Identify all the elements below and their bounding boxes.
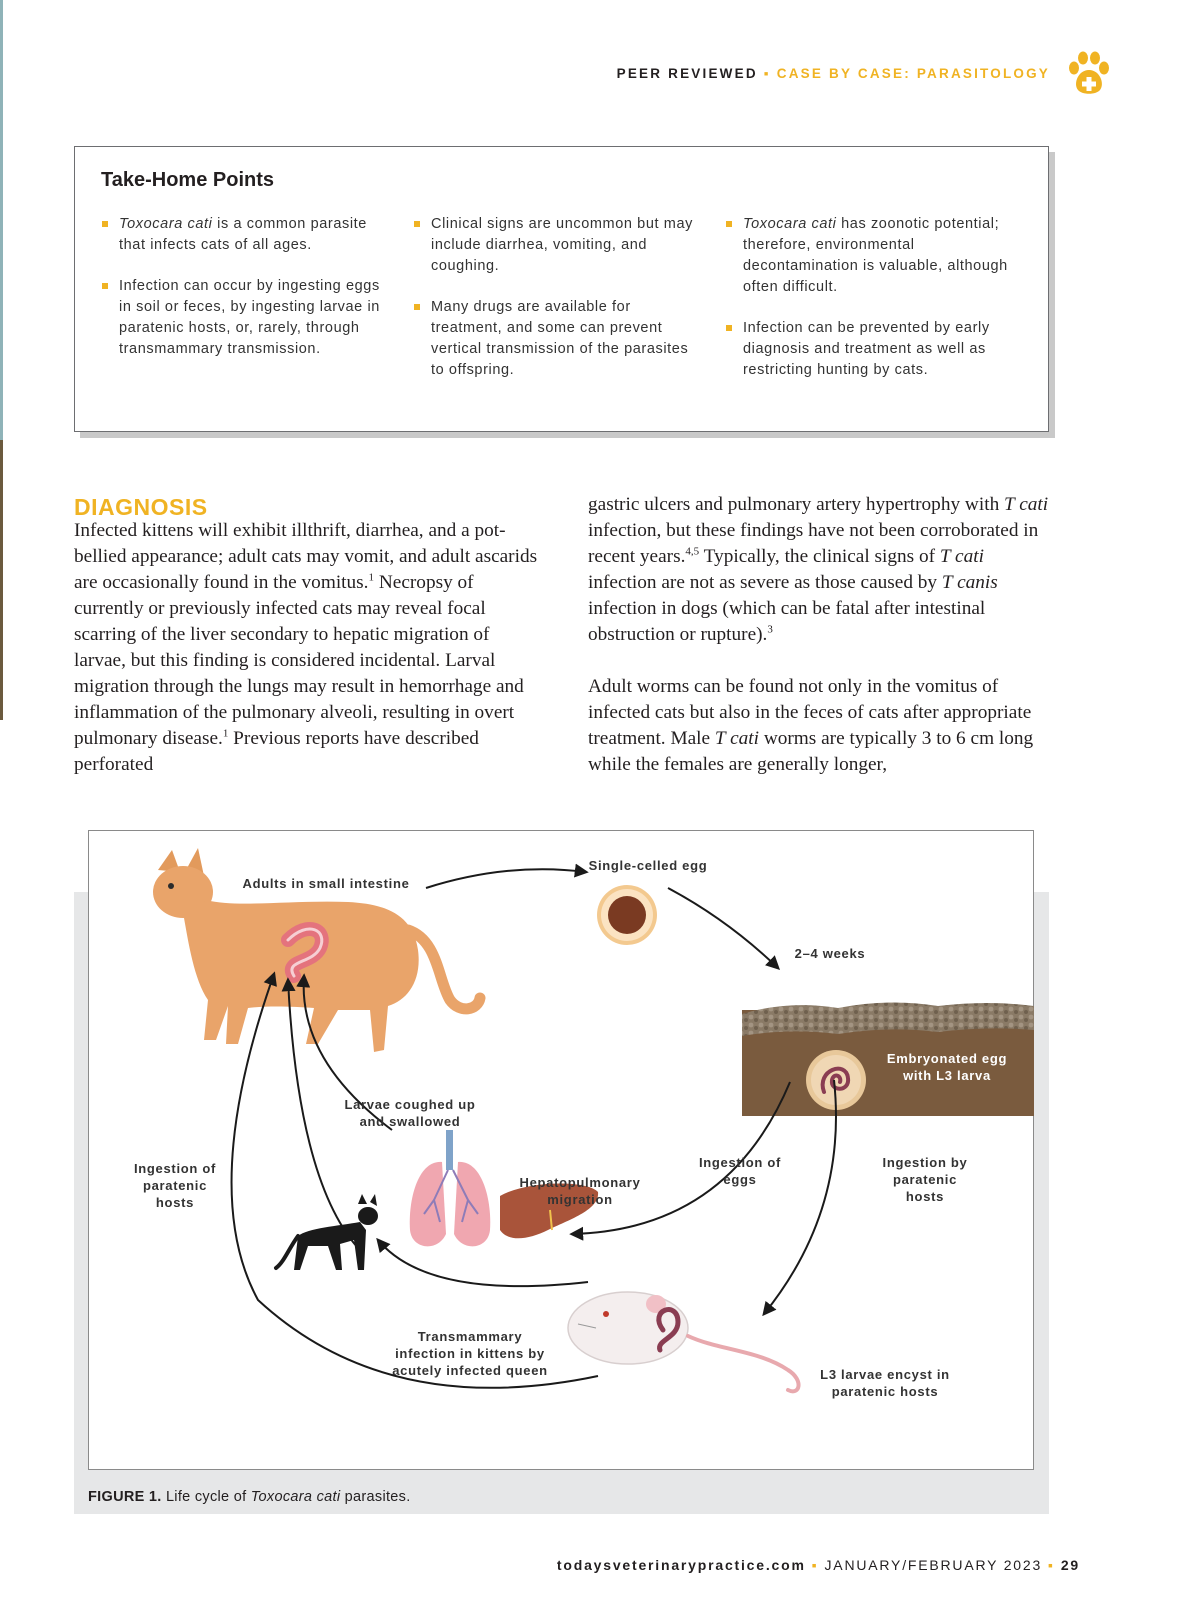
label-transmammary-infection: Transmammary infection in kittens by acutely infected queen (392, 1329, 548, 1378)
label-hepatopulmonary-migration: Hepatopulmonary migration (519, 1175, 641, 1207)
mouse-illustration (568, 1292, 799, 1391)
take-home-point: Infection can occur by ingesting eggs in soil or feces, by ingesting larvae in paratenic hosts, or, rarely, through transmammary transmission. (101, 276, 391, 360)
take-home-column-2 (413, 214, 703, 401)
footer-separator: ▪ (811, 1557, 819, 1573)
page-number: 29 (1060, 1557, 1080, 1573)
label-larvae-coughed: Larvae coughed up and swallowed (344, 1097, 476, 1129)
single-celled-egg-illustration (597, 885, 657, 945)
label-ingestion-paratenic-hosts: Ingestion of paratenic hosts (133, 1161, 217, 1210)
label-l3-larvae-encyst: L3 larvae encyst in paratenic hosts (820, 1367, 950, 1399)
diagnosis-heading: DIAGNOSIS (74, 494, 208, 520)
take-home-point: Many drugs are available for treatment, and some can prevent vertical transmission of the parasites to offspring. (413, 297, 703, 381)
label-embryonated-egg: Embryonated egg with L3 larva (886, 1051, 1008, 1083)
section-label: CASE BY CASE: PARASITOLOGY (776, 66, 1050, 81)
lungs-illustration (410, 1130, 490, 1246)
kitten-illustration (276, 1194, 378, 1270)
body-paragraph: Adult worms can be found not only in the vomitus of infected cats but also in the feces of cats after appropriate treatment. Male T cati worms are typically 3 to 6 cm long while the females are generally longer, (588, 676, 1034, 775)
take-home-point: Toxocara cati has zoonotic potential; therefore, environmental decontamination is valuable, although often difficult. (725, 214, 1015, 298)
take-home-point: Infection can be prevented by early diagnosis and treatment as well as restricting hunting by cats. (725, 318, 1015, 381)
take-home-column-3 (725, 214, 1015, 401)
header-separator: ▪ (763, 66, 771, 81)
paw-plus-icon (1064, 50, 1114, 98)
body-column-right (588, 492, 1053, 778)
label-ingestion-by-paratenic-hosts: Ingestion by paratenic hosts (882, 1155, 968, 1204)
take-home-title: Take-Home Points (101, 169, 274, 191)
label-adults-small-intestine: Adults in small intestine (242, 876, 410, 891)
take-home-box (74, 146, 1049, 432)
footer-separator: ▪ (1048, 1557, 1055, 1573)
label-ingestion-of-eggs: Ingestion of eggs (698, 1155, 782, 1187)
body-paragraph: Infected kittens will exhibit illthrift, diarrhea, and a pot-bellied appearance; adult cats may vomit, and adult ascarids are occasionally found in the vomitus.$^1$ Necropsy of currently or previously infected cats may reveal focal scarring of the liver secondary to hepatic migration of larvae, but this finding is considered incidental. Larval migration through the lungs may result in hemorrhage and inflammation of the pulmonary alveoli, resulting in overt pulmonary disease.$^1$ Previous reports have described perforated (74, 520, 538, 775)
take-home-point: Toxocara cati is a common parasite that infects cats of all ages. (101, 214, 391, 256)
body-paragraph: gastric ulcers and pulmonary artery hypertrophy with T cati infection, but these findings have not been corroborated in recent years.$^{4,5}$ Typically, the clinical signs of T cati infection are not as severe as those caused by T canis infection in dogs (which can be fatal after intestinal obstruction or rupture).$^3$ (588, 494, 1049, 645)
page-edge-stripe-accent (0, 440, 3, 720)
peer-reviewed-label: PEER REVIEWED (616, 66, 758, 81)
page-footer (557, 1557, 1080, 1573)
take-home-column-1 (101, 214, 391, 401)
label-2-4-weeks: 2–4 weeks (794, 946, 866, 961)
body-column-left (74, 518, 544, 778)
label-single-celled-egg: Single-celled egg (588, 858, 708, 873)
footer-site: todaysveterinarypractice.com (556, 1557, 806, 1573)
footer-issue: JANUARY/FEBRUARY 2023 (824, 1557, 1043, 1573)
figure-caption: FIGURE 1. Life cycle of Toxocara cati parasites. (88, 1489, 411, 1505)
take-home-point: Clinical signs are uncommon but may include diarrhea, vomiting, and coughing. (413, 214, 703, 277)
running-header (617, 66, 1050, 81)
